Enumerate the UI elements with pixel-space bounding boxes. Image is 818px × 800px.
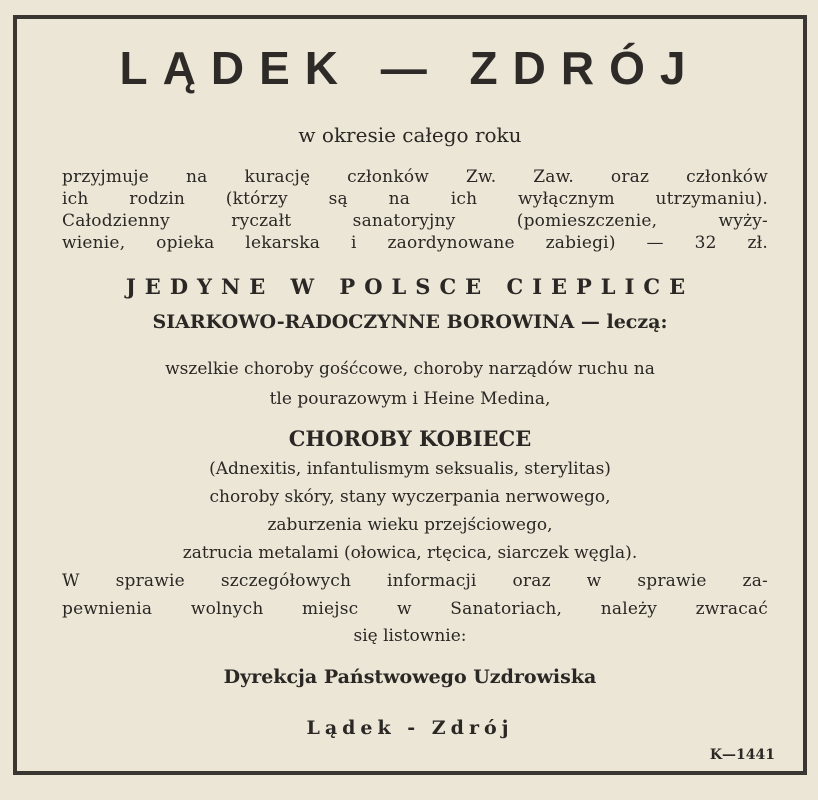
conditions-line-1: (Adnexitis, infantulismym seksualis, sterylitas) <box>209 459 611 479</box>
treats-line-1: wszelkie choroby gośćcowe, choroby narządów ruchu na <box>165 359 655 379</box>
place-name: Lądek - Zdrój <box>306 717 514 739</box>
info-line-3: się listownie: <box>353 626 467 646</box>
intro-line-2: ich rodzin (którzy są na ich wyłącznym utrzymaniu). <box>62 189 768 209</box>
treats-line-2: tle pourazowym i Heine Medina, <box>269 389 551 409</box>
ad-title: LĄDEK — ZDRÓJ <box>119 42 701 94</box>
conditions-line-3: zaburzenia wieku przejściowego, <box>267 515 553 535</box>
headline-borowina: SIARKOWO-RADOCZYNNE BOROWINA — leczą: <box>152 311 668 333</box>
headline-choroby-kobiece: CHOROBY KOBIECE <box>288 426 532 451</box>
conditions-line-4: zatrucia metalami (ołowica, rtęcica, siarczek węgla). <box>182 543 638 563</box>
info-line-2: pewnienia wolnych miejsc w Sanatoriach, należy zwracać <box>62 599 768 619</box>
advertisement-frame <box>13 15 807 775</box>
intro-line-1: przyjmuje na kurację członków Zw. Zaw. oraz członków <box>62 167 768 187</box>
ad-code: K—1441 <box>709 747 775 763</box>
ad-subtitle: w okresie całego roku <box>298 123 522 147</box>
intro-line-3: Całodzienny ryczałt sanatoryjny (pomieszczenie, wyży- <box>62 211 768 231</box>
conditions-line-2: choroby skóry, stany wyczerpania nerwowego, <box>209 487 611 507</box>
info-line-1: W sprawie szczegółowych informacji oraz w sprawie za- <box>62 571 768 591</box>
directorate-name: Dyrekcja Państwowego Uzdrowiska <box>223 666 597 688</box>
intro-line-4: wienie, opieka lekarska i zaordynowane zabiegi) — 32 zł. <box>62 233 768 253</box>
headline-cieplice: JEDYNE W POLSCE CIEPLICE <box>125 274 695 299</box>
